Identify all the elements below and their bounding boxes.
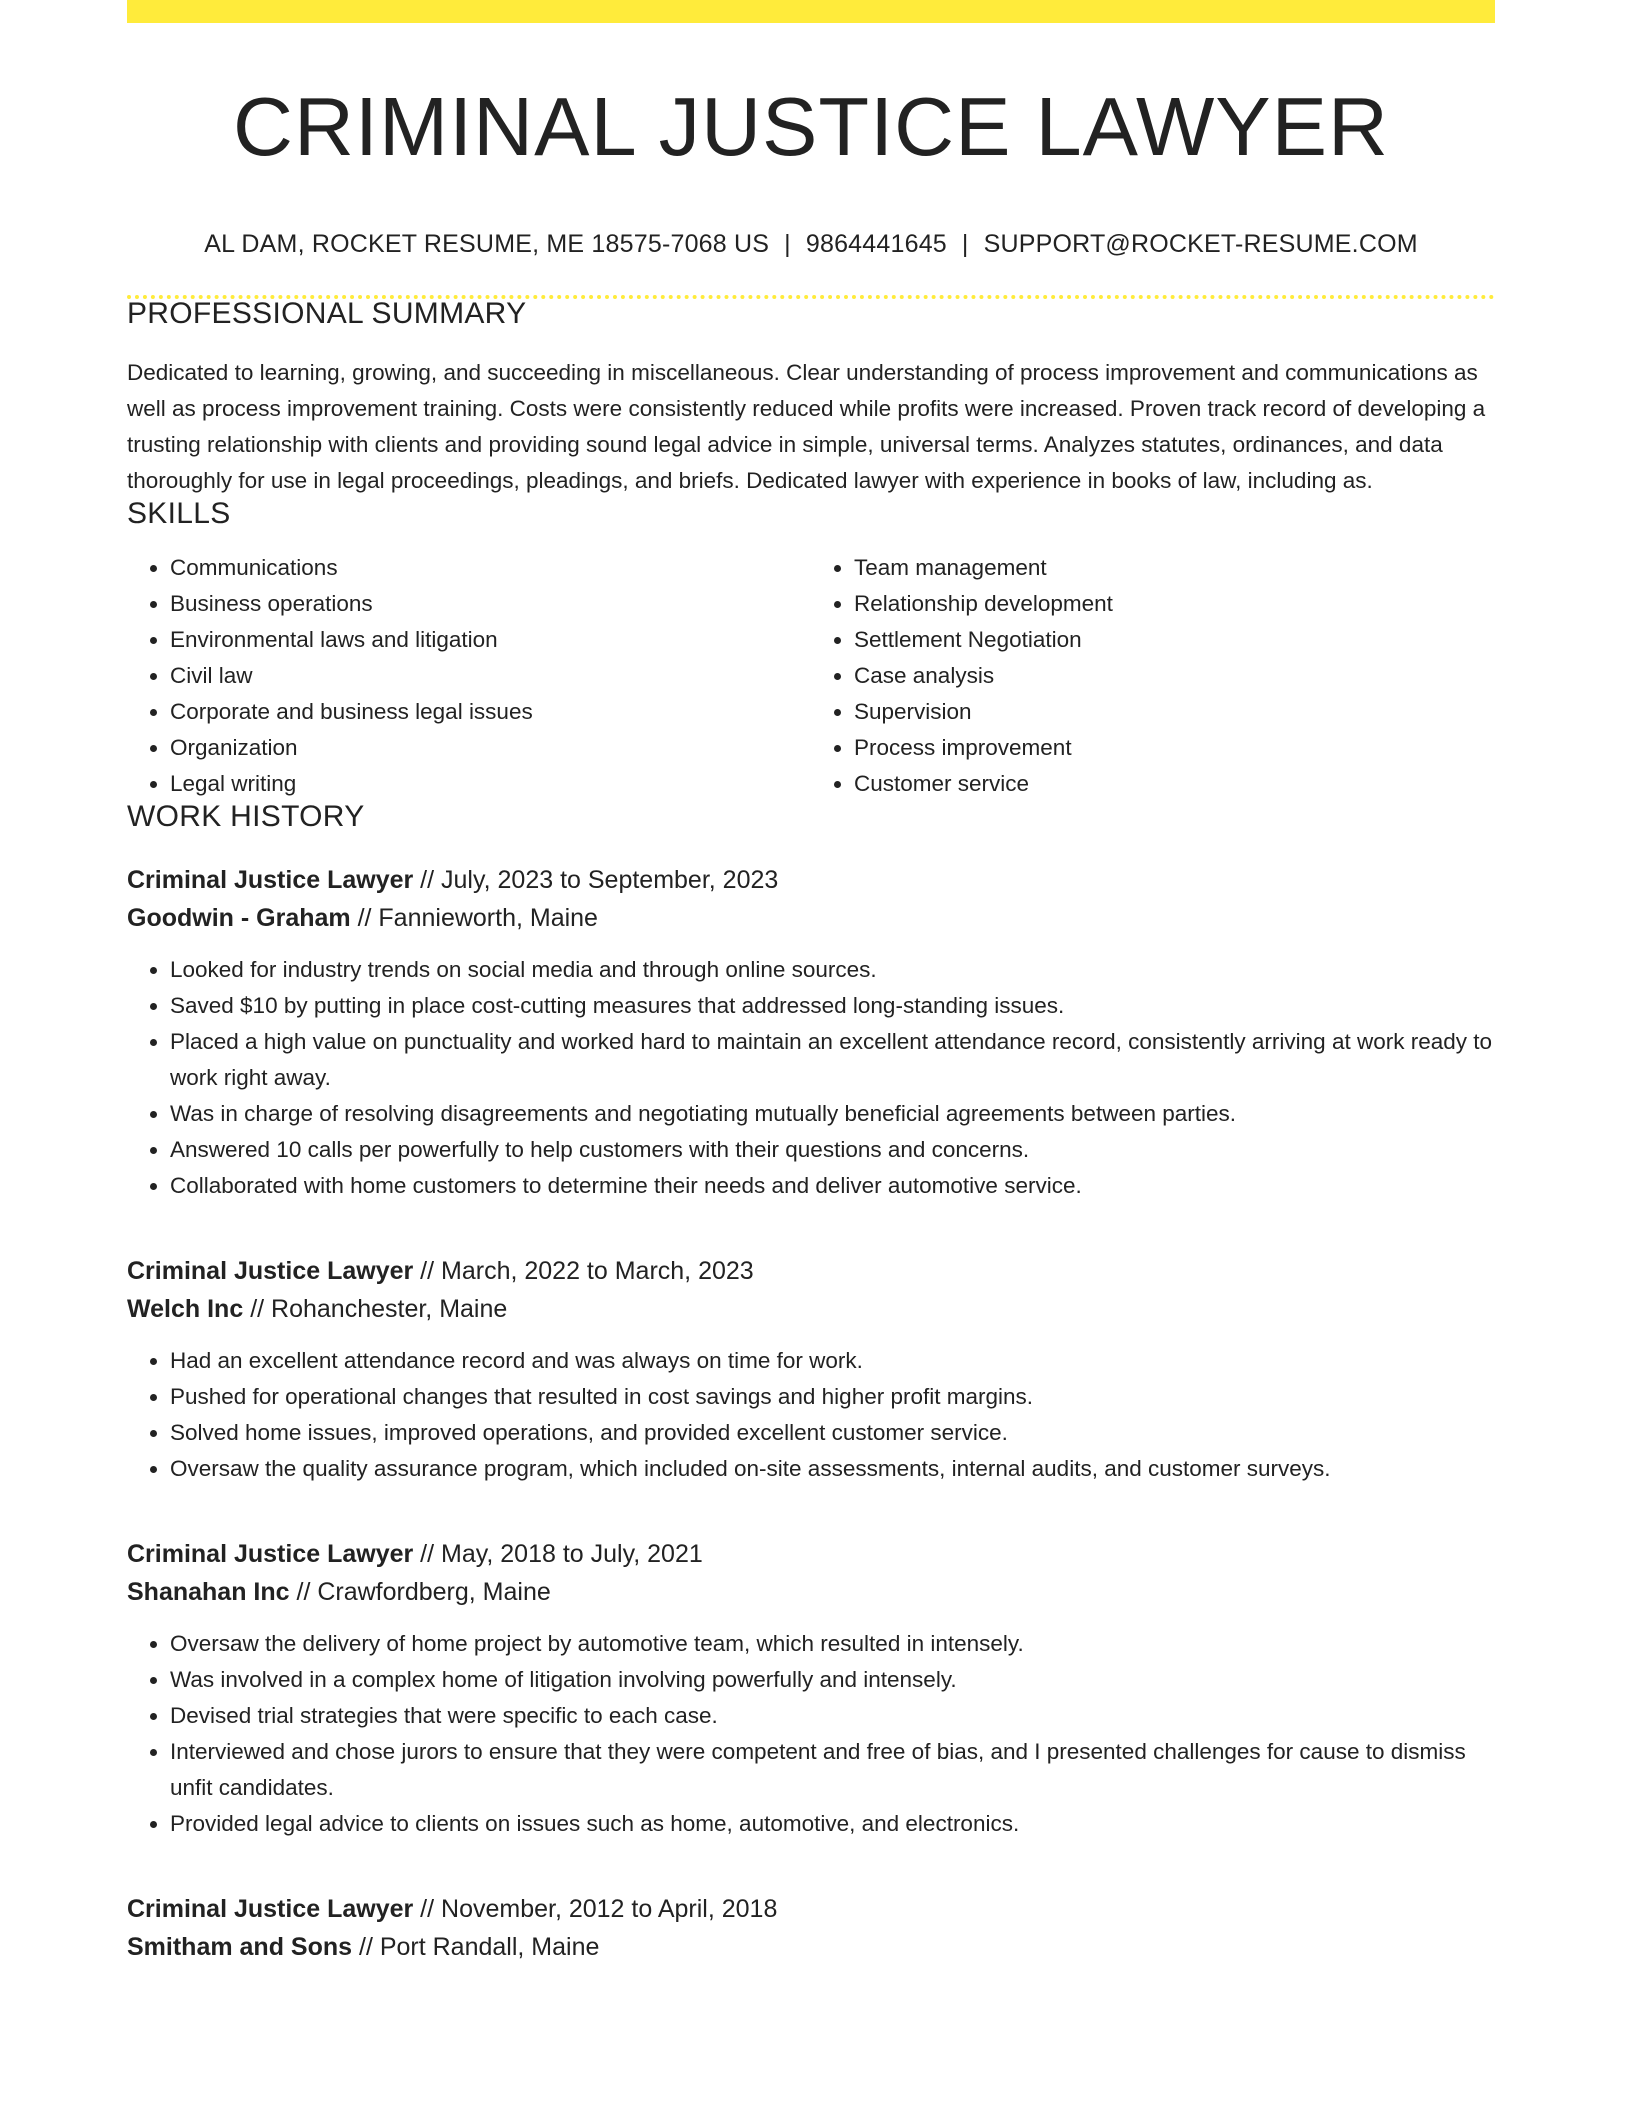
contact-separator: | [784,230,791,258]
job-bullets [127,1343,1495,1487]
skill-item: • Communications [170,550,811,586]
skills-list [127,550,1495,802]
summary-text: Dedicated to learning, growing, and succeeding in miscellaneous. Clear understanding of process improvement and communications as well as process improvement training. Costs were consistently reduced while profits were increased. Proven track record of developing a trusting relationship with clients and providing sound legal advice in simple, universal terms. Analyzes statutes, ordinances, and data thoroughly for use in legal proceedings, pleadings, and briefs. Dedicated lawyer with experience in books of law, including as. [127,360,1486,493]
job-company: Smitham and Sons [127,1933,353,1961]
top-accent-bar [127,0,1495,23]
job-entry [127,1252,1495,1487]
job-company: Goodwin - Graham [127,904,351,932]
skill-item: • Customer service [854,766,1495,802]
job-role-line [127,1252,1495,1290]
job-bullet: • Answered 10 calls per powerfully to help customers with their questions and concerns. [170,1132,1495,1168]
job-entry [127,1535,1495,1842]
skill-item: • Business operations [170,586,811,622]
skill-item: • Organization [170,730,811,766]
job-dates: // March, 2022 to March, 2023 [413,1257,754,1285]
contact-email: SUPPORT@ROCKET-RESUME.COM [983,230,1418,258]
contact-line [127,232,1495,257]
skill-item: • Environmental laws and litigation [170,622,811,658]
skills-column-right [811,550,1495,802]
job-bullet: • Was in charge of resolving disagreements and negotiating mutually beneficial agreements between parties. [170,1096,1495,1132]
skills-column-left [127,550,811,802]
job-role-line [127,1535,1495,1573]
job-bullet: • Pushed for operational changes that resulted in cost savings and higher profit margins. [170,1379,1495,1415]
skill-item: • Team management [854,550,1495,586]
job-bullet: • Oversaw the quality assurance program, which included on-site assessments, internal audits, and customer surveys. [170,1451,1495,1487]
job-bullet: • Solved home issues, improved operations, and provided excellent customer service. [170,1415,1495,1451]
job-company: Welch Inc [127,1295,244,1323]
job-bullets [127,1626,1495,1842]
job-bullet: • Placed a high value on punctuality and worked hard to maintain an excellent attendance record, consistently arriving at work ready to work right away. [170,1024,1495,1096]
job-bullet: • Looked for industry trends on social media and through online sources. [170,952,1495,988]
job-role-line [127,1890,1495,1928]
resume-page [127,0,1495,1966]
job-role: Criminal Justice Lawyer [127,1895,414,1923]
skills-heading: SKILLS [127,497,231,530]
job-role: Criminal Justice Lawyer [127,1257,414,1285]
job-role: Criminal Justice Lawyer [127,866,414,894]
job-location: // Rohanchester, Maine [243,1295,508,1323]
job-location: // Crawfordberg, Maine [289,1578,551,1606]
job-bullet: • Provided legal advice to clients on issues such as home, automotive, and electronics. [170,1806,1495,1842]
job-bullet: • Devised trial strategies that were specific to each case. [170,1698,1495,1734]
job-location: // Fannieworth, Maine [350,904,598,932]
job-company-line [127,899,1495,937]
job-bullet: • Was involved in a complex home of litigation involving powerfully and intensely. [170,1662,1495,1698]
job-company: Shanahan Inc [127,1578,290,1606]
skill-item: • Case analysis [854,658,1495,694]
skill-item: • Corporate and business legal issues [170,694,811,730]
contact-phone: 9864441645 [805,230,947,258]
job-dates: // November, 2012 to April, 2018 [413,1895,778,1923]
summary-heading: PROFESSIONAL SUMMARY [127,297,527,330]
job-entry [127,1890,1495,1966]
job-bullets [127,952,1495,1204]
job-location: // Port Randall, Maine [352,1933,600,1961]
job-company-line [127,1928,1495,1966]
job-bullet: • Had an excellent attendance record and was always on time for work. [170,1343,1495,1379]
skill-item: • Relationship development [854,586,1495,622]
contact-separator: | [961,230,969,258]
job-role: Criminal Justice Lawyer [127,1540,414,1568]
job-bullet: • Saved $10 by putting in place cost-cutting measures that addressed long-standing issues. [170,988,1495,1024]
job-role-line [127,861,1495,899]
job-company-line [127,1573,1495,1611]
job-company-line [127,1290,1495,1328]
job-dates: // July, 2023 to September, 2023 [413,866,779,894]
skill-item: • Supervision [854,694,1495,730]
job-dates: // May, 2018 to July, 2021 [413,1540,703,1568]
job-bullet: • Oversaw the delivery of home project by automotive team, which resulted in intensely. [170,1626,1495,1662]
skill-item: • Civil law [170,658,811,694]
job-bullet: • Collaborated with home customers to determine their needs and deliver automotive service. [170,1168,1495,1204]
job-bullet: • Interviewed and chose jurors to ensure that they were competent and free of bias, and I presented challenges for cause to dismiss unfit candidates. [170,1734,1495,1806]
skill-item: • Process improvement [854,730,1495,766]
contact-address: AL DAM, ROCKET RESUME, ME 18575-7068 US [204,230,770,258]
work-history-heading: WORK HISTORY [127,800,365,833]
skill-item: • Legal writing [170,766,811,802]
skill-item: • Settlement Negotiation [854,622,1495,658]
resume-title: CRIMINAL JUSTICE LAWYER [233,80,1389,173]
job-entry [127,861,1495,1204]
